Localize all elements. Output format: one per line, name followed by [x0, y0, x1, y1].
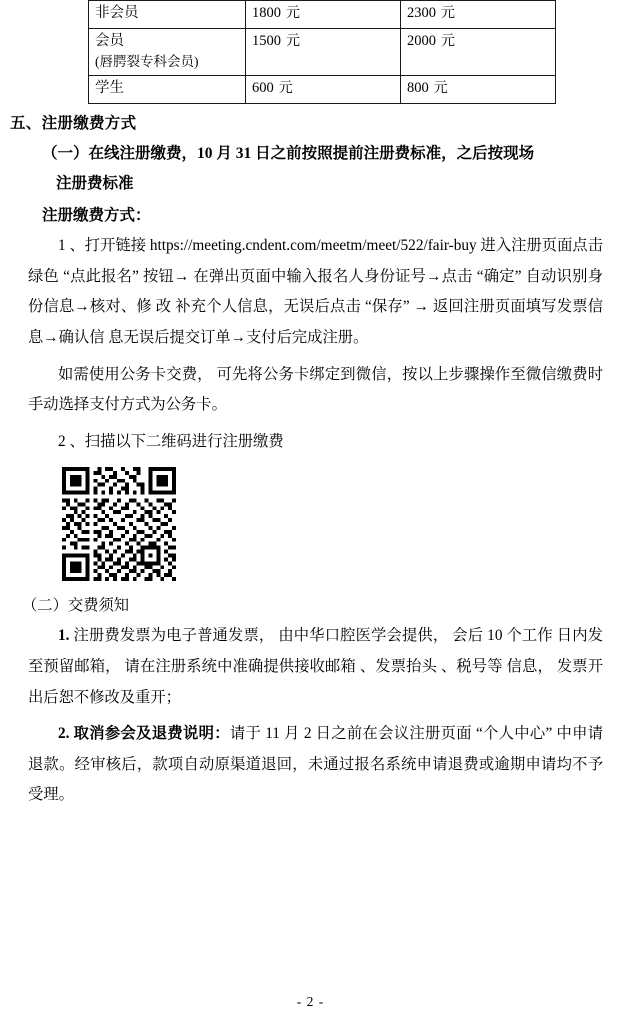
- fee-unit: 元: [278, 80, 293, 96]
- fee-category: [89, 1, 246, 29]
- fee-category-label: 非会员: [95, 5, 139, 21]
- government-card-note: 如需使用公务卡交费， 可先将公务卡绑定到微信，按以上步骤操作至微信缴费时手动选择支付方式为公务卡。: [28, 365, 603, 414]
- fee-early: [246, 29, 401, 76]
- notice-item-2: [0, 719, 621, 811]
- fee-early-value: 1800: [252, 5, 281, 21]
- fee-onsite-value: 2000: [407, 33, 436, 49]
- table-row: [89, 29, 556, 76]
- fee-early: [246, 1, 401, 29]
- step-2-paragraph: 2 、扫描以下二维码进行注册缴费: [58, 432, 284, 450]
- table-row: [89, 75, 556, 103]
- fee-category-label: 会员: [95, 33, 124, 49]
- step-1-paragraph: 1 、打开链接 https://meeting.cndent.com/meetm/meet/522/fair-buy 进入注册页面点击绿色 “点此报名” 按钮→ 在弹出页面中输入报名人身份证号→点击 “确定” 自动识别身份信息→核对、修 改 补充个人信息，无误后点击 “保存” → 返回注册页面填写发票信息→确认信 息无误后提交订单→支付后完成注册。: [28, 237, 603, 346]
- fee-unit: 元: [286, 34, 300, 49]
- fee-category: [89, 75, 246, 103]
- notice-item-2-number: 2.: [58, 725, 70, 743]
- subsection-title-line1: （一）在线注册缴费，10 月 31 日之前按照提前注册费标准，之后按现场: [42, 144, 535, 162]
- page-number: - 2 -: [296, 994, 325, 1009]
- payment-method-label: 注册缴费方式：: [42, 207, 151, 225]
- notice-item-2-heading: 取消参会及退费说明：: [73, 725, 230, 743]
- fee-onsite: [401, 75, 556, 103]
- notice-item-2-text: 请于 11 月 2 日之前在会议注册页面 “个人中心” 中申请退款。经审核后，款项自动原渠道退回，未通过报名系统申请退费或逾期申请均不予受理。: [28, 725, 604, 804]
- fee-early-value: 600: [252, 79, 274, 96]
- fee-category-label: 学生: [95, 79, 124, 96]
- notice-item-1: [0, 621, 621, 713]
- section-title: 五、注册缴费方式: [10, 114, 137, 132]
- fee-early-value: 1500: [252, 33, 281, 49]
- qr-code-block: [62, 467, 621, 581]
- fee-unit: 元: [441, 6, 455, 21]
- notice-item-1-text: 注册费发票为电子普通发票， 由中华口腔医学会提供， 会后 10 个工作 日内发至预留邮箱， 请在注册系统中准确提供接收邮箱 、发票抬头 、税号等 信息， 发票开出后恕不修改及重开；: [28, 627, 603, 706]
- notice-item-1-number: 1.: [58, 627, 70, 645]
- fee-onsite: [401, 1, 556, 29]
- registration-fee-table: [88, 0, 556, 104]
- fee-unit: 元: [286, 6, 300, 21]
- subsection-title-line2: 注册费标准: [56, 175, 134, 192]
- table-row: [89, 1, 556, 29]
- fee-onsite-value: 2300: [407, 5, 436, 21]
- fee-onsite: [401, 29, 556, 76]
- fee-early: [246, 75, 401, 103]
- fee-category-sublabel: (唇腭裂专科会员): [95, 53, 199, 69]
- notice-title: （二）交费须知: [22, 597, 130, 615]
- fee-unit: 元: [441, 34, 455, 49]
- fee-category: [89, 29, 246, 76]
- qr-code-image: [62, 467, 176, 581]
- subsection-title: [0, 139, 621, 199]
- fee-onsite-value: 800: [407, 79, 429, 96]
- fee-unit: 元: [433, 80, 448, 96]
